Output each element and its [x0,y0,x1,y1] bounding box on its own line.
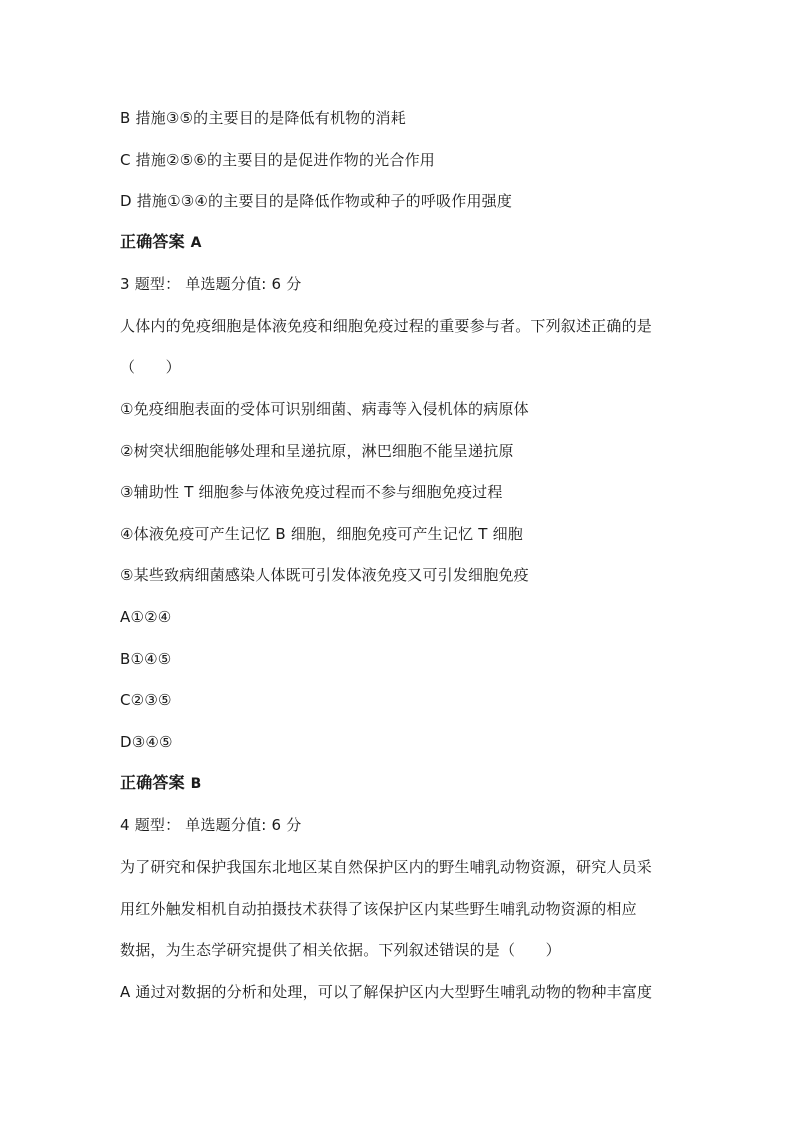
q4-option-a: A 通过对数据的分析和处理，可以了解保护区内大型野生哺乳动物的物种丰富度 [120,983,653,1001]
answer-label: 正确答案 [120,773,185,792]
q2-option-d: D 措施①③④的主要目的是降低作物或种子的呼吸作用强度 [120,192,513,210]
answer-label: 正确答案 [120,232,185,251]
q3-statement: ①免疫细胞表面的受体可识别细菌、病毒等入侵机体的病原体 [120,400,529,418]
q3-stem-line2: （ ） [120,358,181,376]
q3-statement: ⑤某些致病细菌感染人体既可引发体液免疫又可引发细胞免疫 [120,566,529,584]
q3-correct-answer [120,773,201,794]
q2-option-c: C 措施②⑤⑥的主要目的是促进作物的光合作用 [120,151,435,169]
q3-statement: ②树突状细胞能够处理和呈递抗原，淋巴细胞不能呈递抗原 [120,442,514,460]
q3-stem-line1: 人体内的免疫细胞是体液免疫和细胞免疫过程的重要参与者。下列叙述正确的是 [120,317,653,335]
q3-option: C②③⑤ [120,691,172,709]
q4-stem-line1: 为了研究和保护我国东北地区某自然保护区内的野生哺乳动物资源，研究人员采 [120,858,653,876]
answer-value: A [190,235,202,251]
q3-option: D③④⑤ [120,733,173,751]
q2-correct-answer [120,232,202,253]
q3-option: A①②④ [120,608,172,626]
answer-value: B [190,776,202,792]
q4-stem-line2: 用红外触发相机自动拍摄技术获得了该保护区内某些野生哺乳动物资源的相应 [120,900,637,918]
q4-stem-line3: 数据，为生态学研究提供了相关依据。下列叙述错误的是（ ） [120,941,561,959]
q3-meta: 3 题型： 单选题分值: 6 分 [120,275,302,293]
q2-option-b: B 措施③⑤的主要目的是降低有机物的消耗 [120,109,406,127]
q4-meta: 4 题型： 单选题分值: 6 分 [120,816,302,834]
q3-statement: ③辅助性 T 细胞参与体液免疫过程而不参与细胞免疫过程 [120,483,503,501]
q3-option: B①④⑤ [120,650,172,668]
q3-statement: ④体液免疫可产生记忆 B 细胞，细胞免疫可产生记忆 T 细胞 [120,525,523,543]
